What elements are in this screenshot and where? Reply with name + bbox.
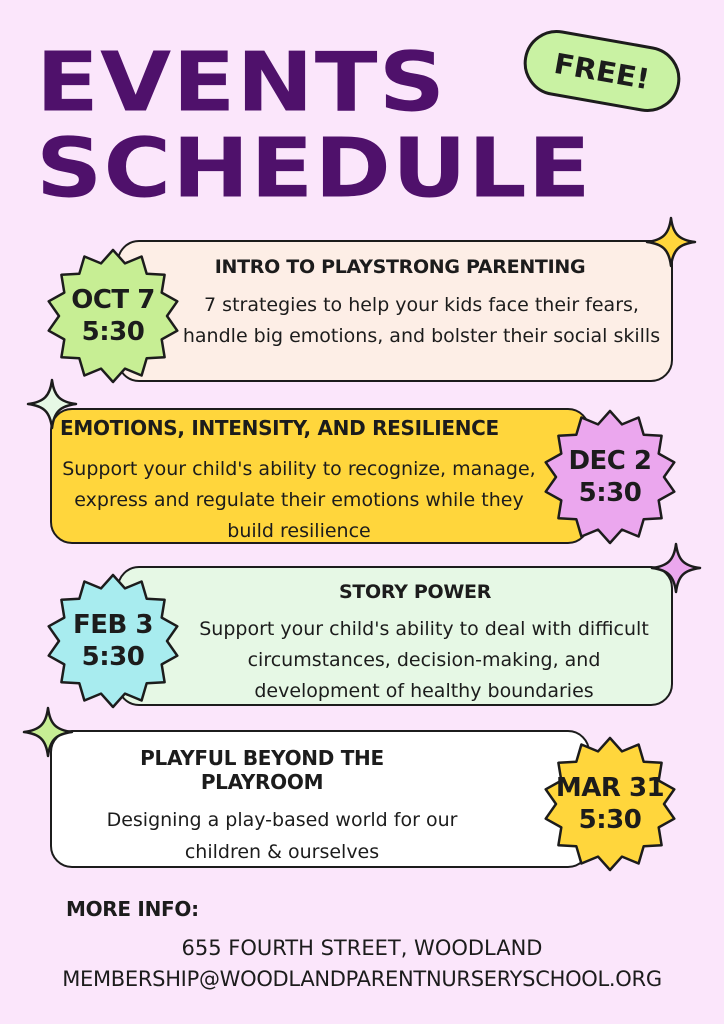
event-2-date-badge xyxy=(541,408,679,546)
event-card-1 xyxy=(117,240,673,382)
event-3-description: Support your child's ability to deal with difficult circumstances, decision-making, and development of healthy boundaries xyxy=(199,618,649,702)
event-1-heading: INTRO TO PLAYSTRONG PARENTING xyxy=(214,256,586,278)
event-1-description: 7 strategies to help your kids face their fears, handle big emotions, and bolster their social skills xyxy=(182,294,661,347)
event-4-time: 5:30 xyxy=(578,805,642,835)
event-4-date: MAR 31 xyxy=(555,773,665,803)
event-3-time: 5:30 xyxy=(81,642,145,672)
free-badge xyxy=(518,25,685,117)
event-3-heading: STORY POWER xyxy=(338,581,492,603)
event-2-description: Support your child's ability to recognize, manage, express and regulate their emotions while they build resilience xyxy=(62,458,536,542)
email-link[interactable]: MEMBERSHIP@WOODLANDPARENTNURSERYSCHOOL.ORG xyxy=(62,967,662,991)
sparkle-icon xyxy=(22,706,74,758)
event-1-time: 5:30 xyxy=(81,317,145,347)
event-card-2 xyxy=(50,408,590,544)
sparkle-icon xyxy=(650,542,702,594)
event-3-date-badge xyxy=(44,572,182,710)
event-card-4 xyxy=(50,730,590,868)
sparkle-icon xyxy=(26,378,78,430)
event-1-date-badge xyxy=(44,247,182,385)
free-label: FREE! xyxy=(551,46,653,96)
event-4-date-badge xyxy=(541,735,679,873)
event-card-3 xyxy=(117,566,673,706)
event-2-time: 5:30 xyxy=(578,478,642,508)
event-4-description: Designing a play-based world for our children & ourselves xyxy=(106,809,458,863)
event-2-date: DEC 2 xyxy=(568,446,652,476)
event-4-heading: PLAYFUL BEYOND THE PLAYROOM xyxy=(140,746,384,794)
title-events: EVENTS xyxy=(36,35,447,131)
event-2-heading: EMOTIONS, INTENSITY, AND RESILIENCE xyxy=(60,416,499,440)
title-schedule: SCHEDULE xyxy=(36,121,592,217)
sparkle-icon xyxy=(645,216,697,268)
event-1-date: OCT 7 xyxy=(71,285,155,315)
event-3-date: FEB 3 xyxy=(73,610,153,640)
address-text: 655 FOURTH STREET, WOODLAND xyxy=(181,936,543,960)
more-info-label: MORE INFO: xyxy=(66,897,199,921)
